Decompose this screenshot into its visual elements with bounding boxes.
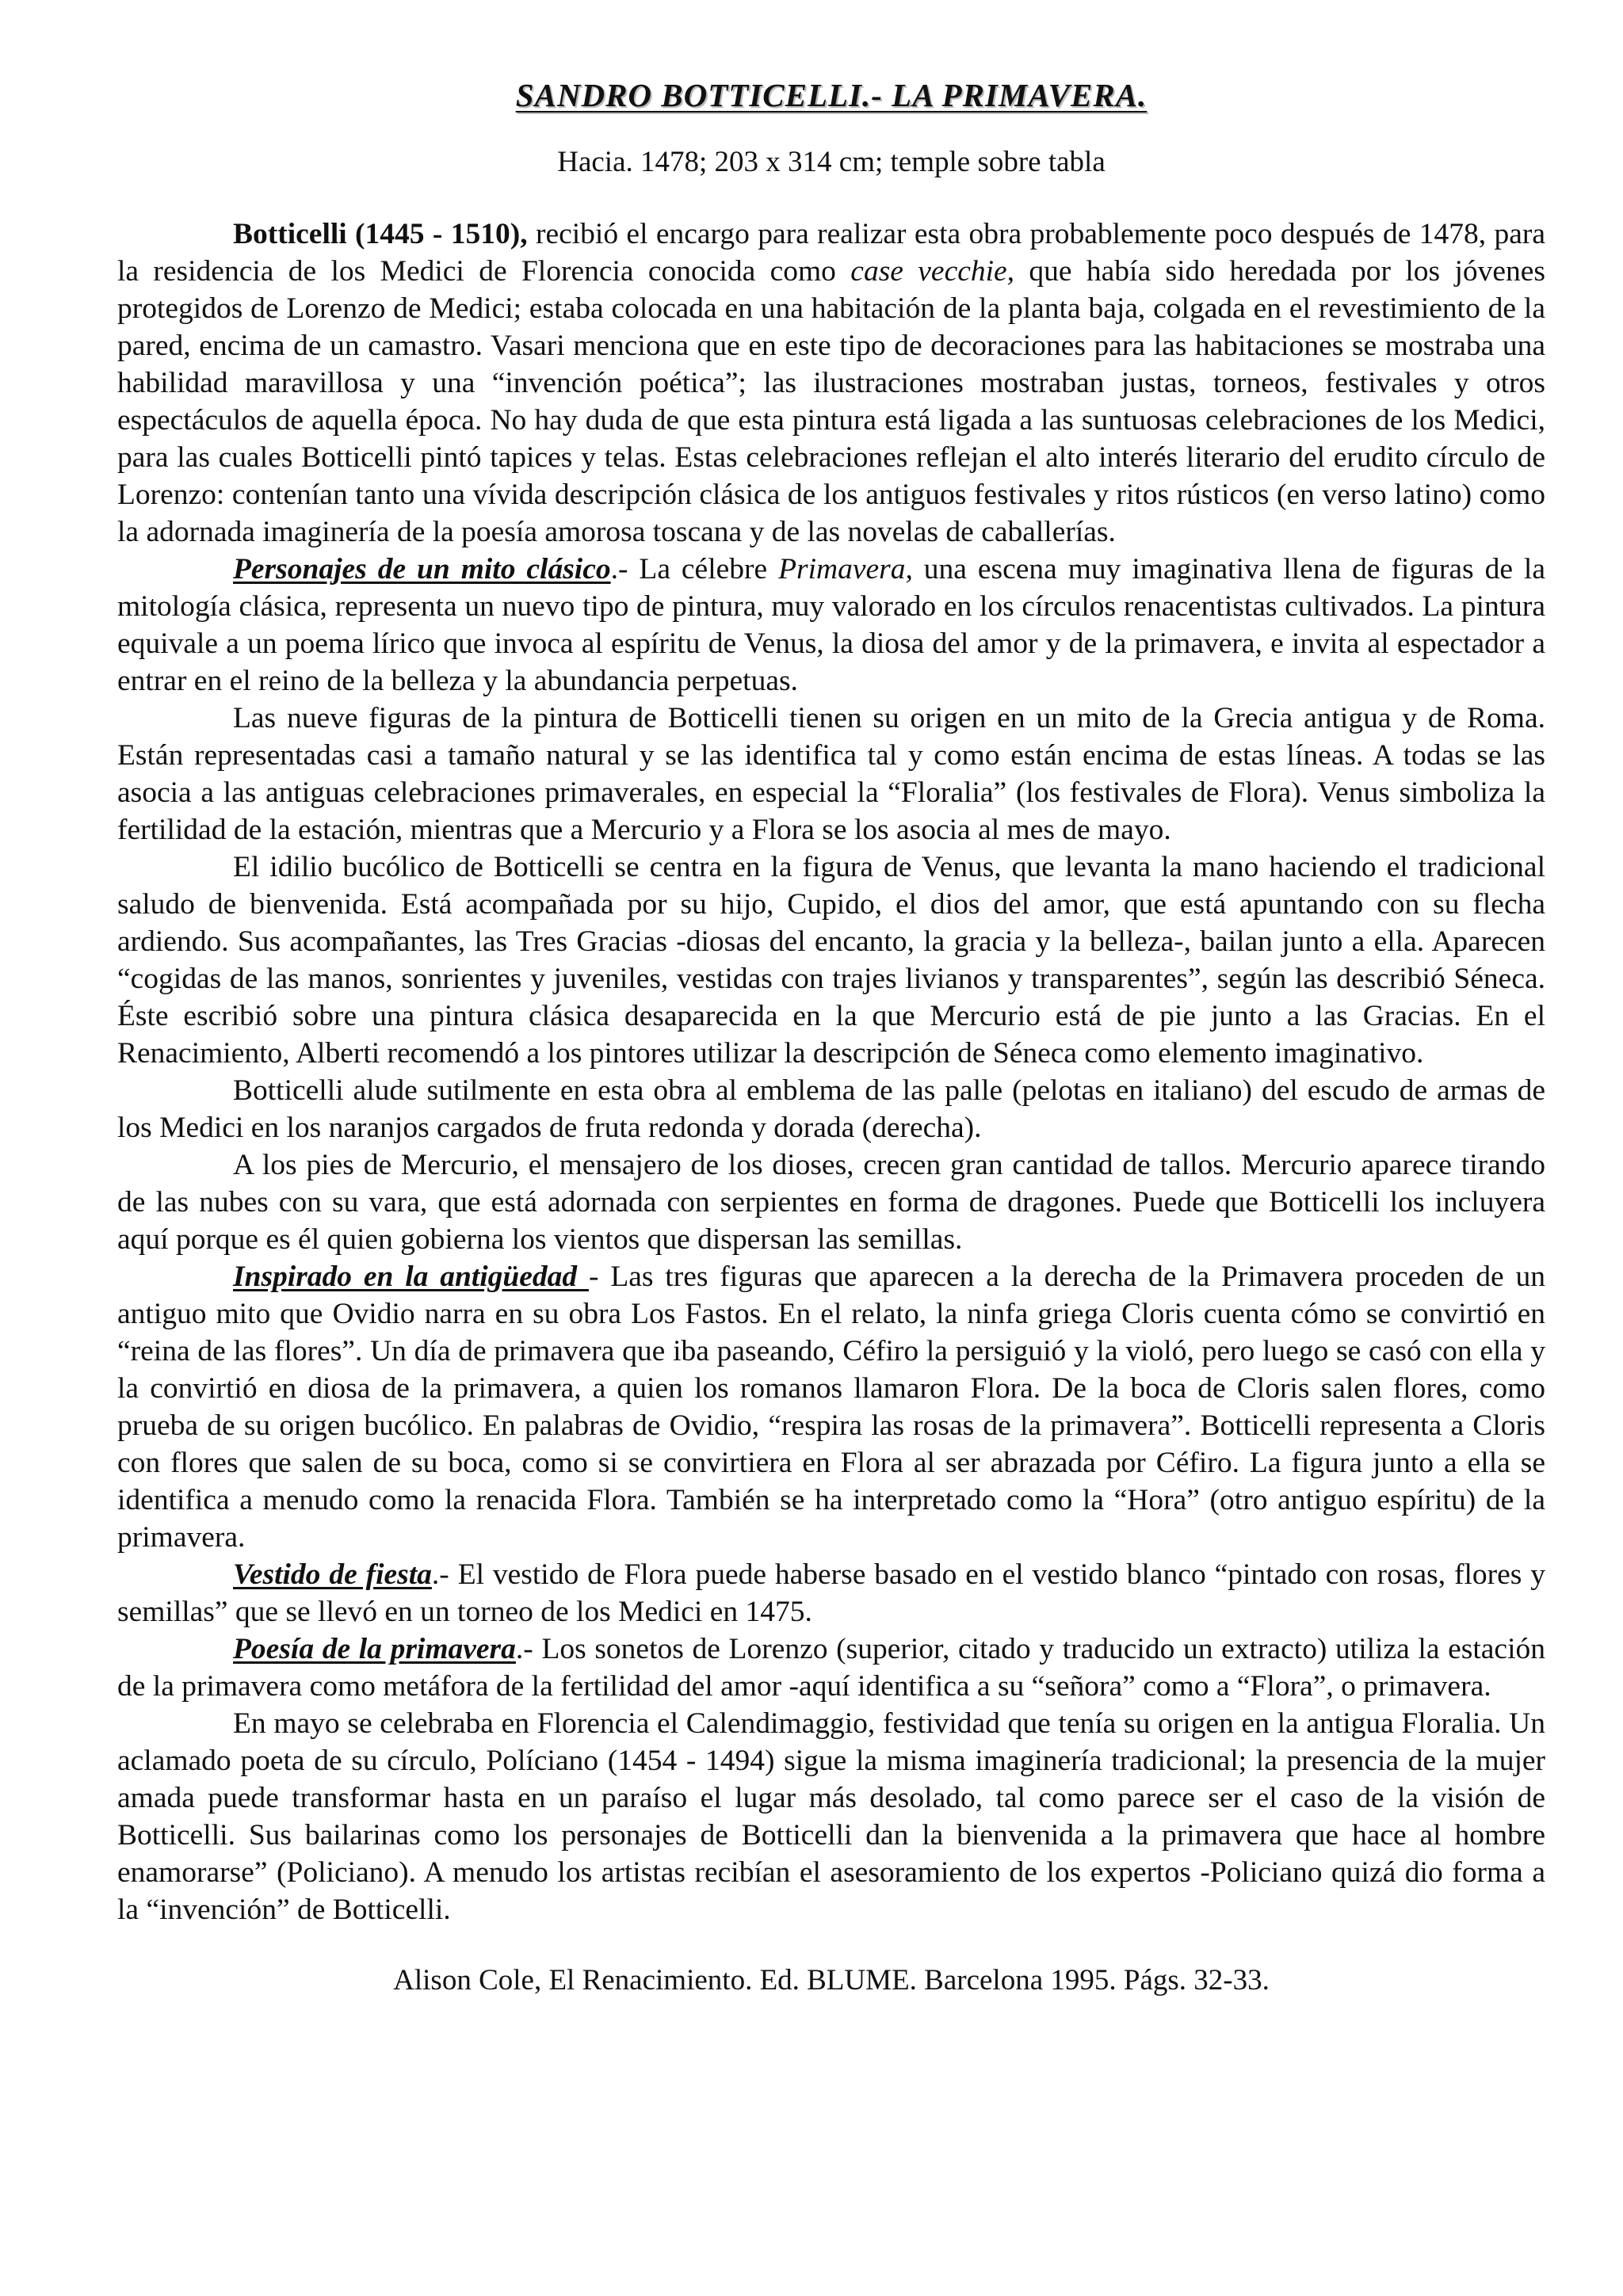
paragraph-5: Botticelli alude sutilmente en esta obra al emblema de las palle (pelotas en italiano) del escudo de armas de los Medici en los naranjos cargados de fruta redonda y dorada (derecha).	[117, 1074, 1545, 1144]
paragraph-6: A los pies de Mercurio, el mensajero de los dioses, crecen gran cantidad de tallos. Mercurio aparece tirando de las nubes con su vara, que está adornada con serpientes en forma de dragones. Puede que Botticelli los incluyera aquí porque es él quien gobierna los vientos que dispersan las semillas.	[117, 1148, 1545, 1256]
paragraph-7	[117, 1258, 1545, 1556]
paragraph-2-text: una escena muy imaginativa llena de figuras de la mitología clásica, representa un nuevo tipo de pintura, muy valorado en los círculos renacentistas cultivados. La pintura equivale a un poema lírico que invoca al espíritu de Venus, la diosa del amor y de la primavera, e invita al espectador a entrar en el reino de la belleza y la abundancia perpetuas.	[117, 552, 1545, 697]
document-subtitle: Hacia. 1478; 203 x 314 cm; temple sobre tabla	[557, 146, 1106, 179]
paragraph-7-sep: -	[588, 1260, 599, 1293]
document-body	[117, 215, 1545, 1928]
paragraph-1-text-a: recibió el encargo para realizar esta obra probablemente poco después de 1478, para la residencia de los Medici de Florencia conocida como	[117, 217, 1545, 288]
paragraph-8	[117, 1556, 1545, 1630]
document-page	[117, 76, 1545, 1998]
section-heading-personajes: Personajes de un mito clásico	[233, 552, 611, 585]
paragraph-1-italic: case vecchie,	[850, 254, 1015, 288]
paragraph-2	[117, 551, 1545, 700]
section-heading-vestido: Vestido de fiesta	[233, 1558, 432, 1591]
paragraph-4: El idilio bucólico de Botticelli se centra en la figura de Venus, que levanta la mano haciendo el tradicional saludo de bienvenida. Está acompañada por su hijo, Cupido, el dios del amor, que está apuntando con su flecha ardiendo. Sus acompañantes, las Tres Gracias -diosas del encanto, la gracia y la belleza-, bailan junto a ella. Aparecen “cogidas de las manos, sonrientes y juveniles, vestidas con trajes livianos y transparentes”, según las describió Séneca. Éste escribió sobre una pintura clásica desaparecida en la que Mercurio está de pie junto a las Gracias. En el Renacimiento, Alberti recomendó a los pintores utilizar la descripción de Séneca como elemento imaginativo.	[117, 850, 1545, 1070]
paragraph-3: Las nueve figuras de la pintura de Botticelli tienen su origen en un mito de la Grecia antigua y de Roma. Están representadas casi a tamaño natural y se las identifica tal y como están encima de estas líneas. A todas se las asocia a las antiguas celebraciones primaverales, en especial la “Floralia” (los festivales de Flora). Venus simboliza la fertilidad de la estación, mientras que a Mercurio y a Flora se los asocia al mes de mayo.	[117, 701, 1545, 846]
paragraph-8-text: El vestido de Flora puede haberse basado en el vestido blanco “pintado con rosas, flores y semillas” que se llevó en un torneo de los Medici en 1475.	[117, 1558, 1545, 1628]
paragraph-2-italic: Primavera,	[778, 552, 913, 585]
paragraph-1-text-b: que había sido heredada por los jóvenes protegidos de Lorenzo de Medici; estaba colocada en una habitación de la planta baja, colgada en el revestimiento de la pared, encima de un camastro. Vasari menciona que en este tipo de decoraciones para las habitaciones se mostraba una habilidad maravillosa y una “invención poética”; las ilustraciones mostraban justas, torneos, festivales y otros espectáculos de aquella época. No hay duda de que esta pintura está ligada a las suntuosas celebraciones de los Medici, para las cuales Botticelli pintó tapices y telas. Estas celebraciones reflejan el alto interés literario del erudito círculo de Lorenzo: contenían tanto una vívida descripción clásica de los antiguos festivales y ritos rústicos (en verso latino) como la adornada imaginería de la poesía amorosa toscana y de las novelas de caballerías.	[117, 254, 1546, 548]
paragraph-8-sep: .-	[431, 1558, 458, 1591]
paragraph-10: En mayo se celebraba en Florencia el Calendimaggio, festividad que tenía su origen en la antigua Floralia. Un aclamado poeta de su círculo, Políciano (1454 - 1494) sigue la misma imaginería tradicional; la presencia de la mujer amada puede transformar hasta en un paraíso el lugar más desolado, tal como parece ser el caso de la visión de Botticelli. Sus bailarinas como los personajes de Botticelli dan la bienvenida a la primavera que hace al hombre enamorarse” (Policiano). A menudo los artistas recibían el asesoramiento de los expertos -Policiano quizá dio forma a la “invención” de Botticelli.	[117, 1707, 1545, 1926]
citation-footer: Alison Cole, El Renacimiento. Ed. BLUME. Barcelona 1995. Págs. 32-33.	[393, 1963, 1270, 1997]
paragraph-1-lead: Botticelli (1445 - 1510),	[233, 217, 528, 250]
paragraph-9-sep: .-	[515, 1632, 542, 1665]
document-title: SANDRO BOTTICELLI.- LA PRIMAVERA.	[515, 77, 1148, 113]
paragraph-2-sep: .- La célebre	[610, 552, 779, 585]
section-heading-poesia: Poesía de la primavera	[233, 1632, 516, 1665]
paragraph-9-text: Los sonetos de Lorenzo (superior, citado y traducido un extracto) utiliza la estación de la primavera como metáfora de la fertilidad del amor -aquí identifica a su “señora” como a “Flora”, o primavera.	[117, 1632, 1545, 1703]
section-heading-inspirado: Inspirado en la antigüedad	[233, 1260, 589, 1293]
paragraph-9	[117, 1630, 1545, 1705]
paragraph-7-text: Las tres figuras que aparecen a la derecha de la Primavera proceden de un antiguo mito que Ovidio narra en su obra Los Fastos. En el relato, la ninfa griega Cloris cuenta cómo se convirtió en “reina de las flores”. Un día de primavera que iba paseando, Céfiro la persiguió y la violó, pero luego se casó con ella y la convirtió en diosa de la primavera, a quien los romanos llamaron Flora. De la boca de Cloris salen flores, como prueba de su origen bucólico. En palabras de Ovidio, “respira las rosas de la primavera”. Botticelli representa a Cloris con flores que salen de su boca, como si se convirtiera en Flora al ser abrazada por Céfiro. La figura junto a ella se identifica a menudo como la renacida Flora. También se ha interpretado como la “Hora” (otro antiguo espíritu) de la primavera.	[117, 1260, 1545, 1554]
paragraph-1	[117, 215, 1545, 551]
